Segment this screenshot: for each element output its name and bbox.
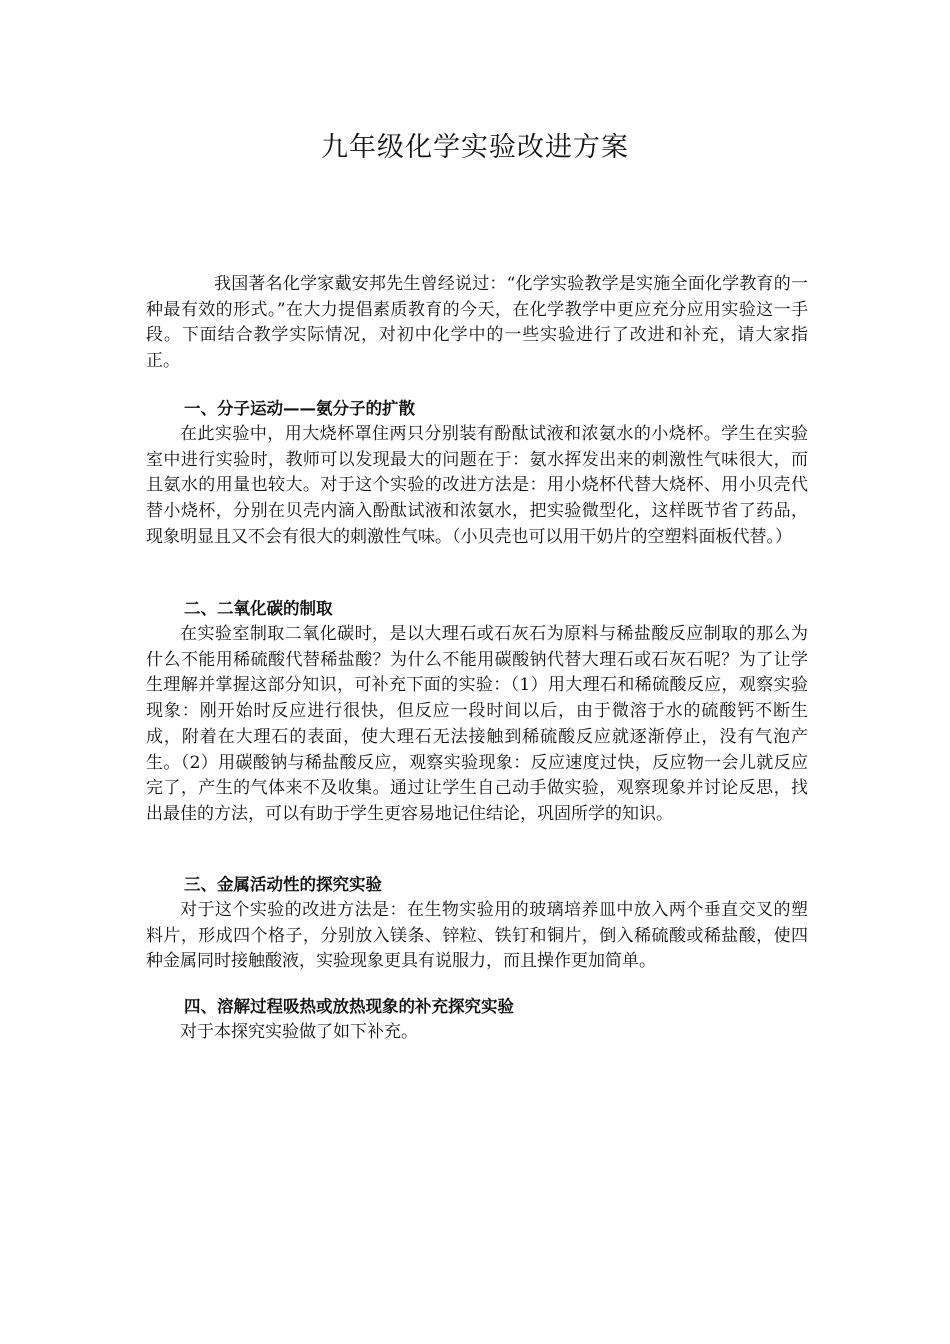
section-paragraph-metal-activity: 对于这个实验的改进方法是：在生物实验用的玻璃培养皿中放入两个垂直交叉的塑料片，形成四个格子，分别放入镁条、锌粒、铁钉和铜片，倒入稀硫酸或稀盐酸，使四种金属同时接触酸液，实验现象更具有说服力，而且操作更加简单。 [146,900,808,972]
section-heading-molecular-motion: 一、分子运动——氨分子的扩散 [184,399,415,418]
intro-paragraph: 我国著名化学家戴安邦先生曾经说过：“化学实验教学是实施全面化学教育的一种最有效的形式。”在大力提倡素质教育的今天，在化学教学中更应充分应用实验这一手段。下面结合教学实际情况，对初中化学中的一些实验进行了改进和补充，请大家指正。 [146,274,808,372]
section-heading-metal-activity: 三、金属活动性的探究实验 [184,875,382,894]
section-heading-dissolution-heat: 四、溶解过程吸热或放热现象的补充探究实验 [184,997,514,1016]
section-paragraph-co2-preparation: 在实验室制取二氧化碳时，是以大理石或石灰石为原料与稀盐酸反应制取的那么为什么不能用稀硫酸代替稀盐酸？为什么不能用碳酸钠代替大理石或石灰石呢？为了让学生理解并掌握这部分知识，可补充下面的实验：（1）用大理石和稀硫酸反应，观察实验现象：刚开始时反应进行很快，但反应一段时间以后，由于微溶于水的硫酸钙不断生成，附着在大理石的表面，使大理石无法接触到稀硫酸反应就逐渐停止，没有气泡产生。（2）用碳酸钠与稀盐酸反应，观察实验现象：反应速度过快，反应物一会儿就反应完了，产生的气体来不及收集。通过让学生自己动手做实验，观察现象并讨论反思，找出最佳的方法，可以有助于学生更容易地记住结论，巩固所学的知识。 [146,624,808,824]
section-heading-co2-preparation: 二、二氧化碳的制取 [184,599,333,618]
document-title: 九年级化学实验改进方案 [321,132,629,163]
section-paragraph-molecular-motion: 在此实验中，用大烧杯罩住两只分别装有酚酞试液和浓氨水的小烧杯。学生在实验室中进行实验时，教师可以发现最大的问题在于：氨水挥发出来的刺激性气味很大，而且氨水的用量也较大。对于这个实验的改进方法是：用小烧杯代替大烧杯、用小贝壳代替小烧杯，分别在贝壳内滴入酚酞试液和浓氨水，把实验微型化，这样既节省了药品，现象明显且又不会有很大的刺激性气味。（小贝壳也可以用干奶片的空塑料面板代替。） [146,424,808,547]
section-paragraph-dissolution-heat: 对于本探究实验做了如下补充。 [180,1022,418,1042]
